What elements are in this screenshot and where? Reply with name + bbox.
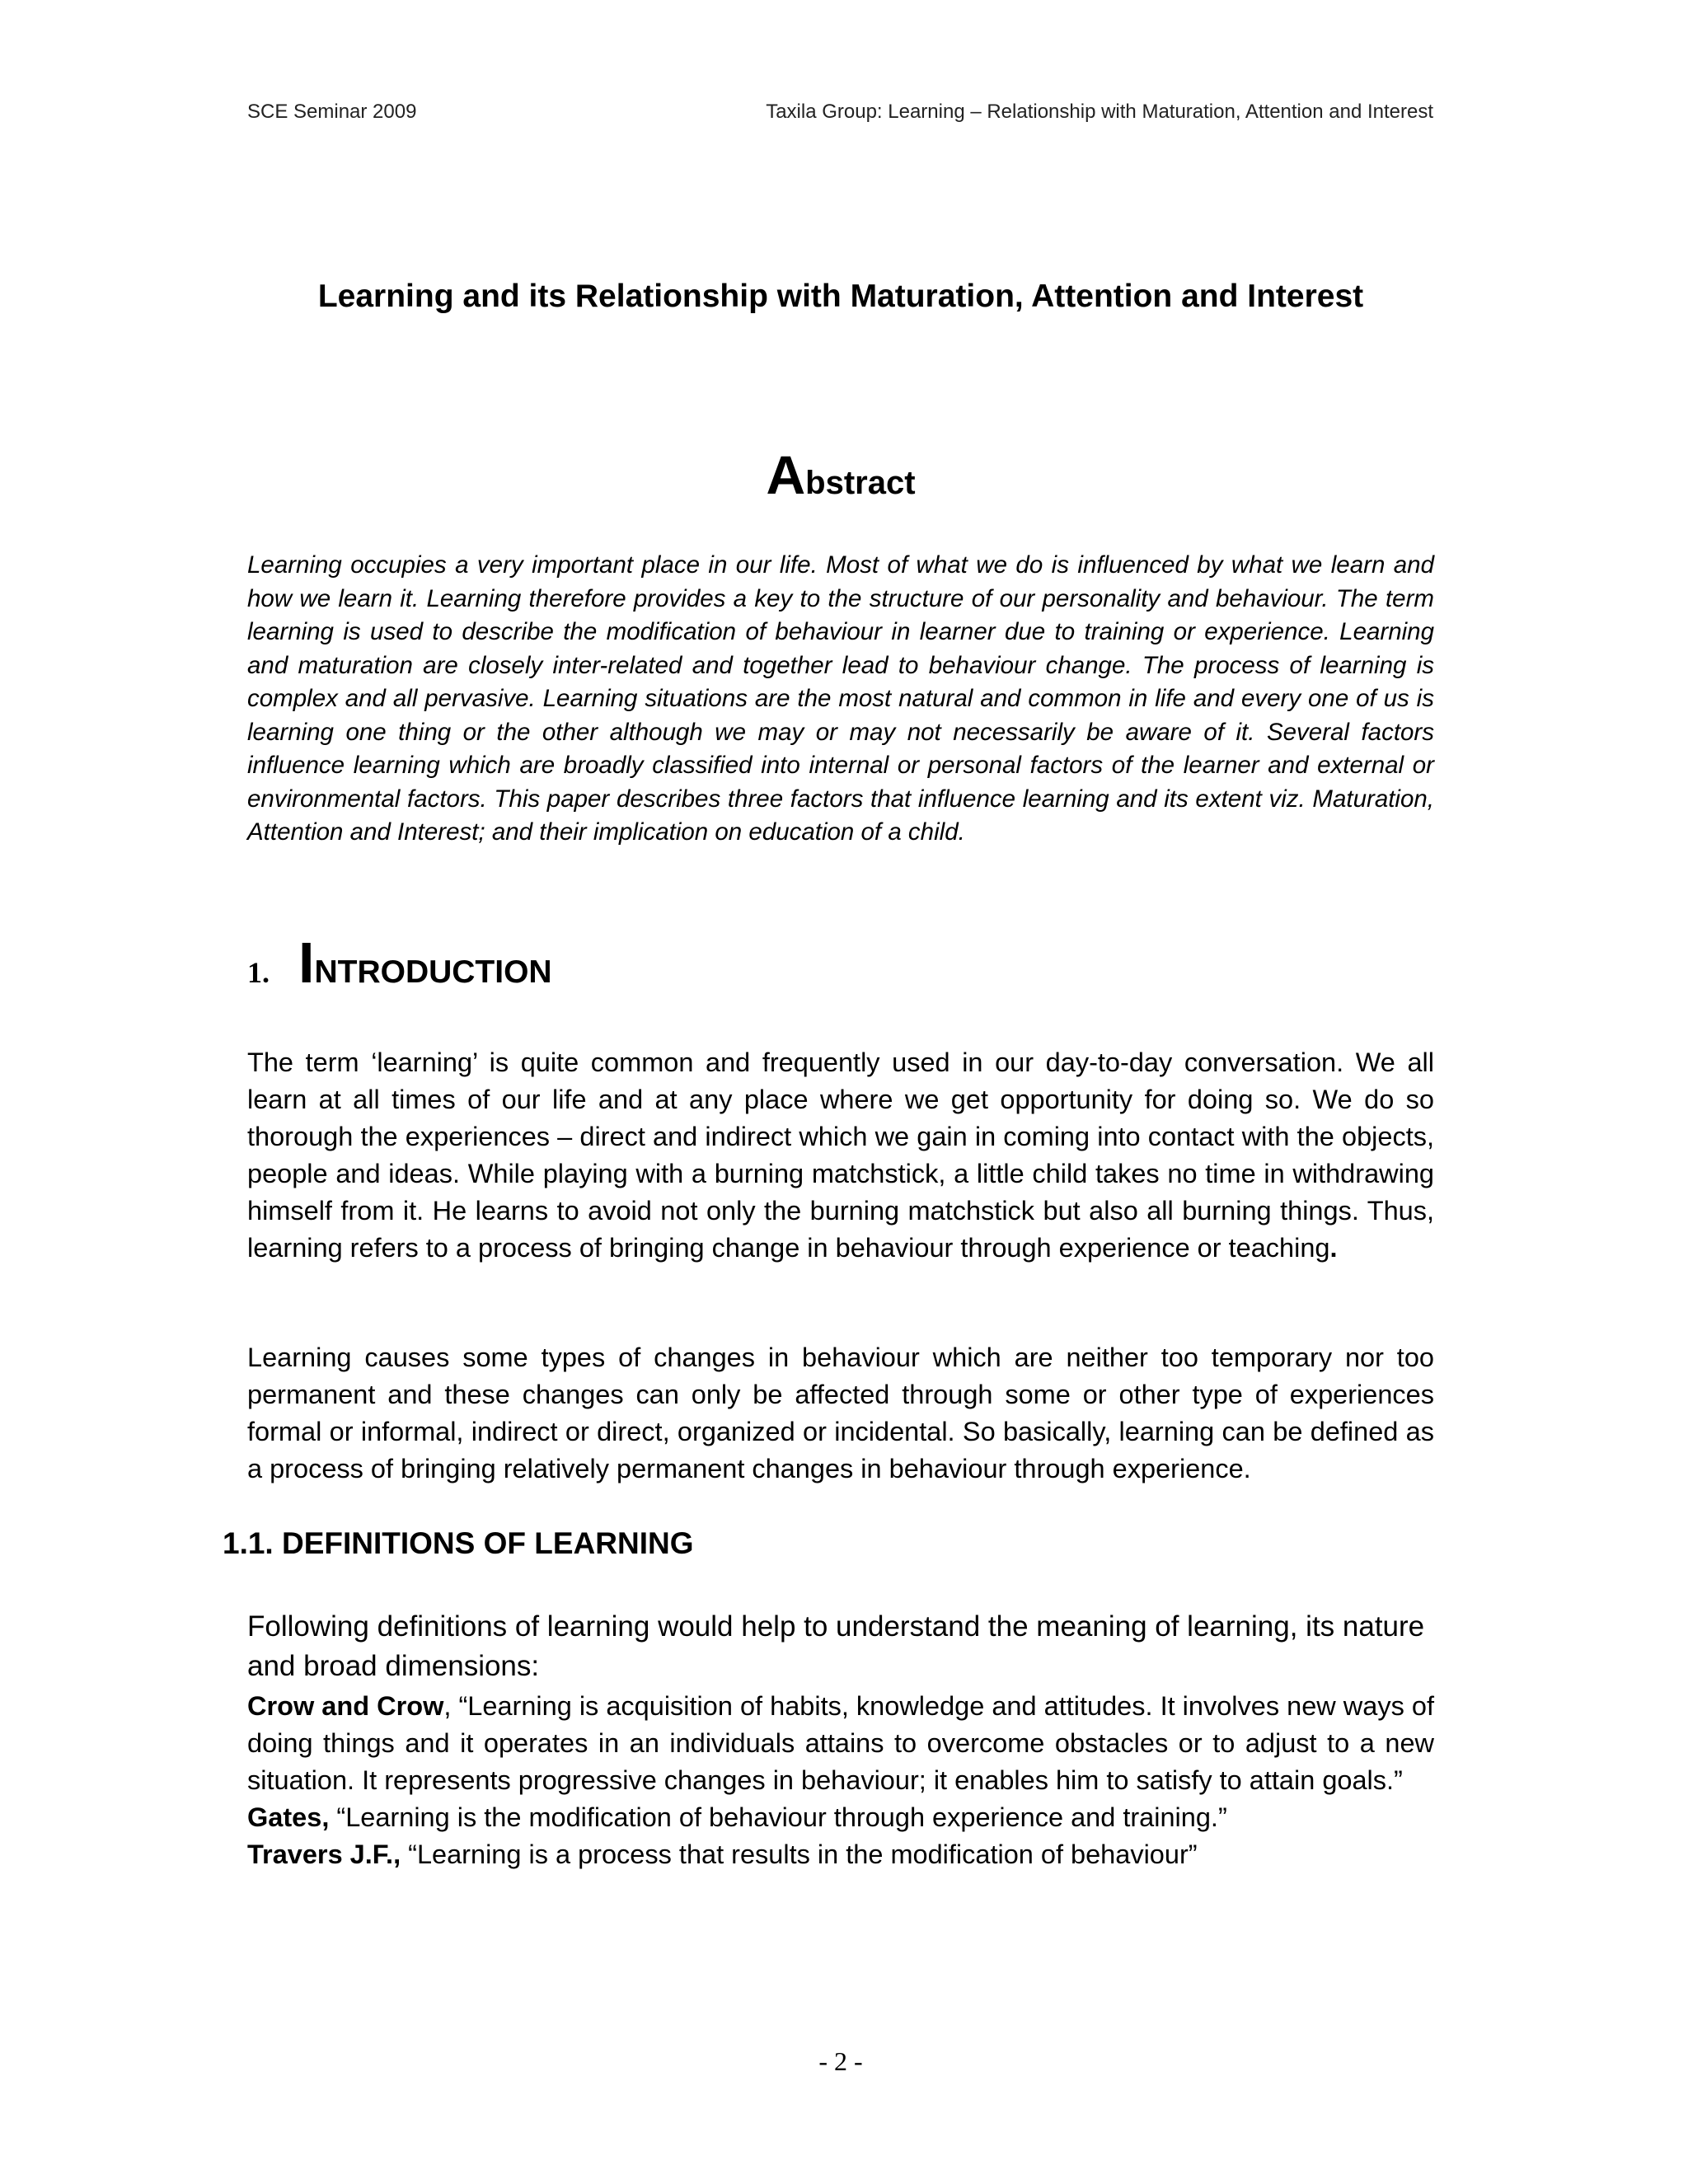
definition-author: Travers J.F., <box>247 1840 401 1869</box>
abstract-heading <box>247 443 1434 506</box>
section-heading-introduction <box>247 930 552 996</box>
definition-item <box>247 1836 1434 1873</box>
intro-paragraph-2: Learning causes some types of changes in behaviour which are neither too temporary nor too permanent and these changes can only be affected through some or other type of experiences formal or informal, indirect or direct, organized or incidental. So basically, learning can be defined as a process of bringing relatively permanent changes in behaviour through experience. <box>247 1343 1434 1483</box>
intro-paragraph-1-end: . <box>1329 1233 1338 1263</box>
definitions-lead: Following definitions of learning would help to understand the meaning of learning, its nature and broad dimensions: <box>247 1610 1425 1682</box>
paper-title: Learning and its Relationship with Maturation, Attention and Interest <box>317 279 1364 314</box>
running-header-right: Taxila Group: Learning – Relationship with Maturation, Attention and Interest <box>766 101 1433 123</box>
definition-author: Crow and Crow <box>247 1691 444 1721</box>
abstract-text: Learning occupies a very important place in our life. Most of what we do is influenced by what we learn and how we learn it. Learning therefore provides a key to the structure of our personality and behaviour. The term learning is used to describe the modification of behaviour in learner due to training or experience. Learning and maturation are closely inter-related and together lead to behaviour change. The process of learning is complex and all pervasive. Learning situations are the most natural and common in life and every one of us is learning one thing or the other although we may or may not necessarily be aware of it. Several factors influence learning which are broadly classified into internal or personal factors of the learner and external or environmental factors. This paper describes three factors that influence learning and its extent viz. Maturation, Attention and Interest; and their implication on education of a child. <box>247 551 1434 846</box>
definition-item <box>247 1688 1434 1799</box>
abstract-drop-letter: A <box>766 444 806 505</box>
intro-paragraph-1 <box>247 1044 1434 1267</box>
definition-text: “Learning is a process that results in the modification of behaviour” <box>401 1840 1198 1869</box>
definitions-list <box>247 1688 1434 1873</box>
definition-item <box>247 1799 1434 1836</box>
definition-text: , “Learning is acquisition of habits, knowledge and attitudes. It involves new ways of doing things and it operates in an individuals attains to overcome obstacles or to adjust to a new situation. It represents progressive changes in behaviour; it enables him to satisfy to attain goals.” <box>247 1691 1435 1795</box>
intro-paragraph-1-text: The term ‘learning’ is quite common and frequently used in our day-to-day conversation. We all learn at all times of our life and at any place where we get opportunity for doing so. We do so thorough the experiences – direct and indirect which we gain in coming into contact with the objects, people and ideas. While playing with a burning matchstick, a little child takes no time in withdrawing himself from it. He learns to avoid not only the burning matchstick but also all burning things. Thus, learning refers to a process of bringing change in behaviour through experience or teaching <box>247 1047 1434 1263</box>
definition-author: Gates, <box>247 1802 330 1832</box>
definition-text: “Learning is the modification of behaviour through experience and training.” <box>329 1802 1227 1832</box>
section-number: 1. <box>247 956 270 989</box>
running-header-left: SCE Seminar 2009 <box>247 101 417 123</box>
section-heading-rest: NTRODUCTION <box>314 954 552 990</box>
page-number: - 2 - <box>818 2046 863 2076</box>
section-drop-letter: I <box>298 930 315 995</box>
subsection-heading-definitions: 1.1. DEFINITIONS OF LEARNING <box>223 1526 694 1560</box>
abstract-heading-rest: bstract <box>805 465 916 501</box>
